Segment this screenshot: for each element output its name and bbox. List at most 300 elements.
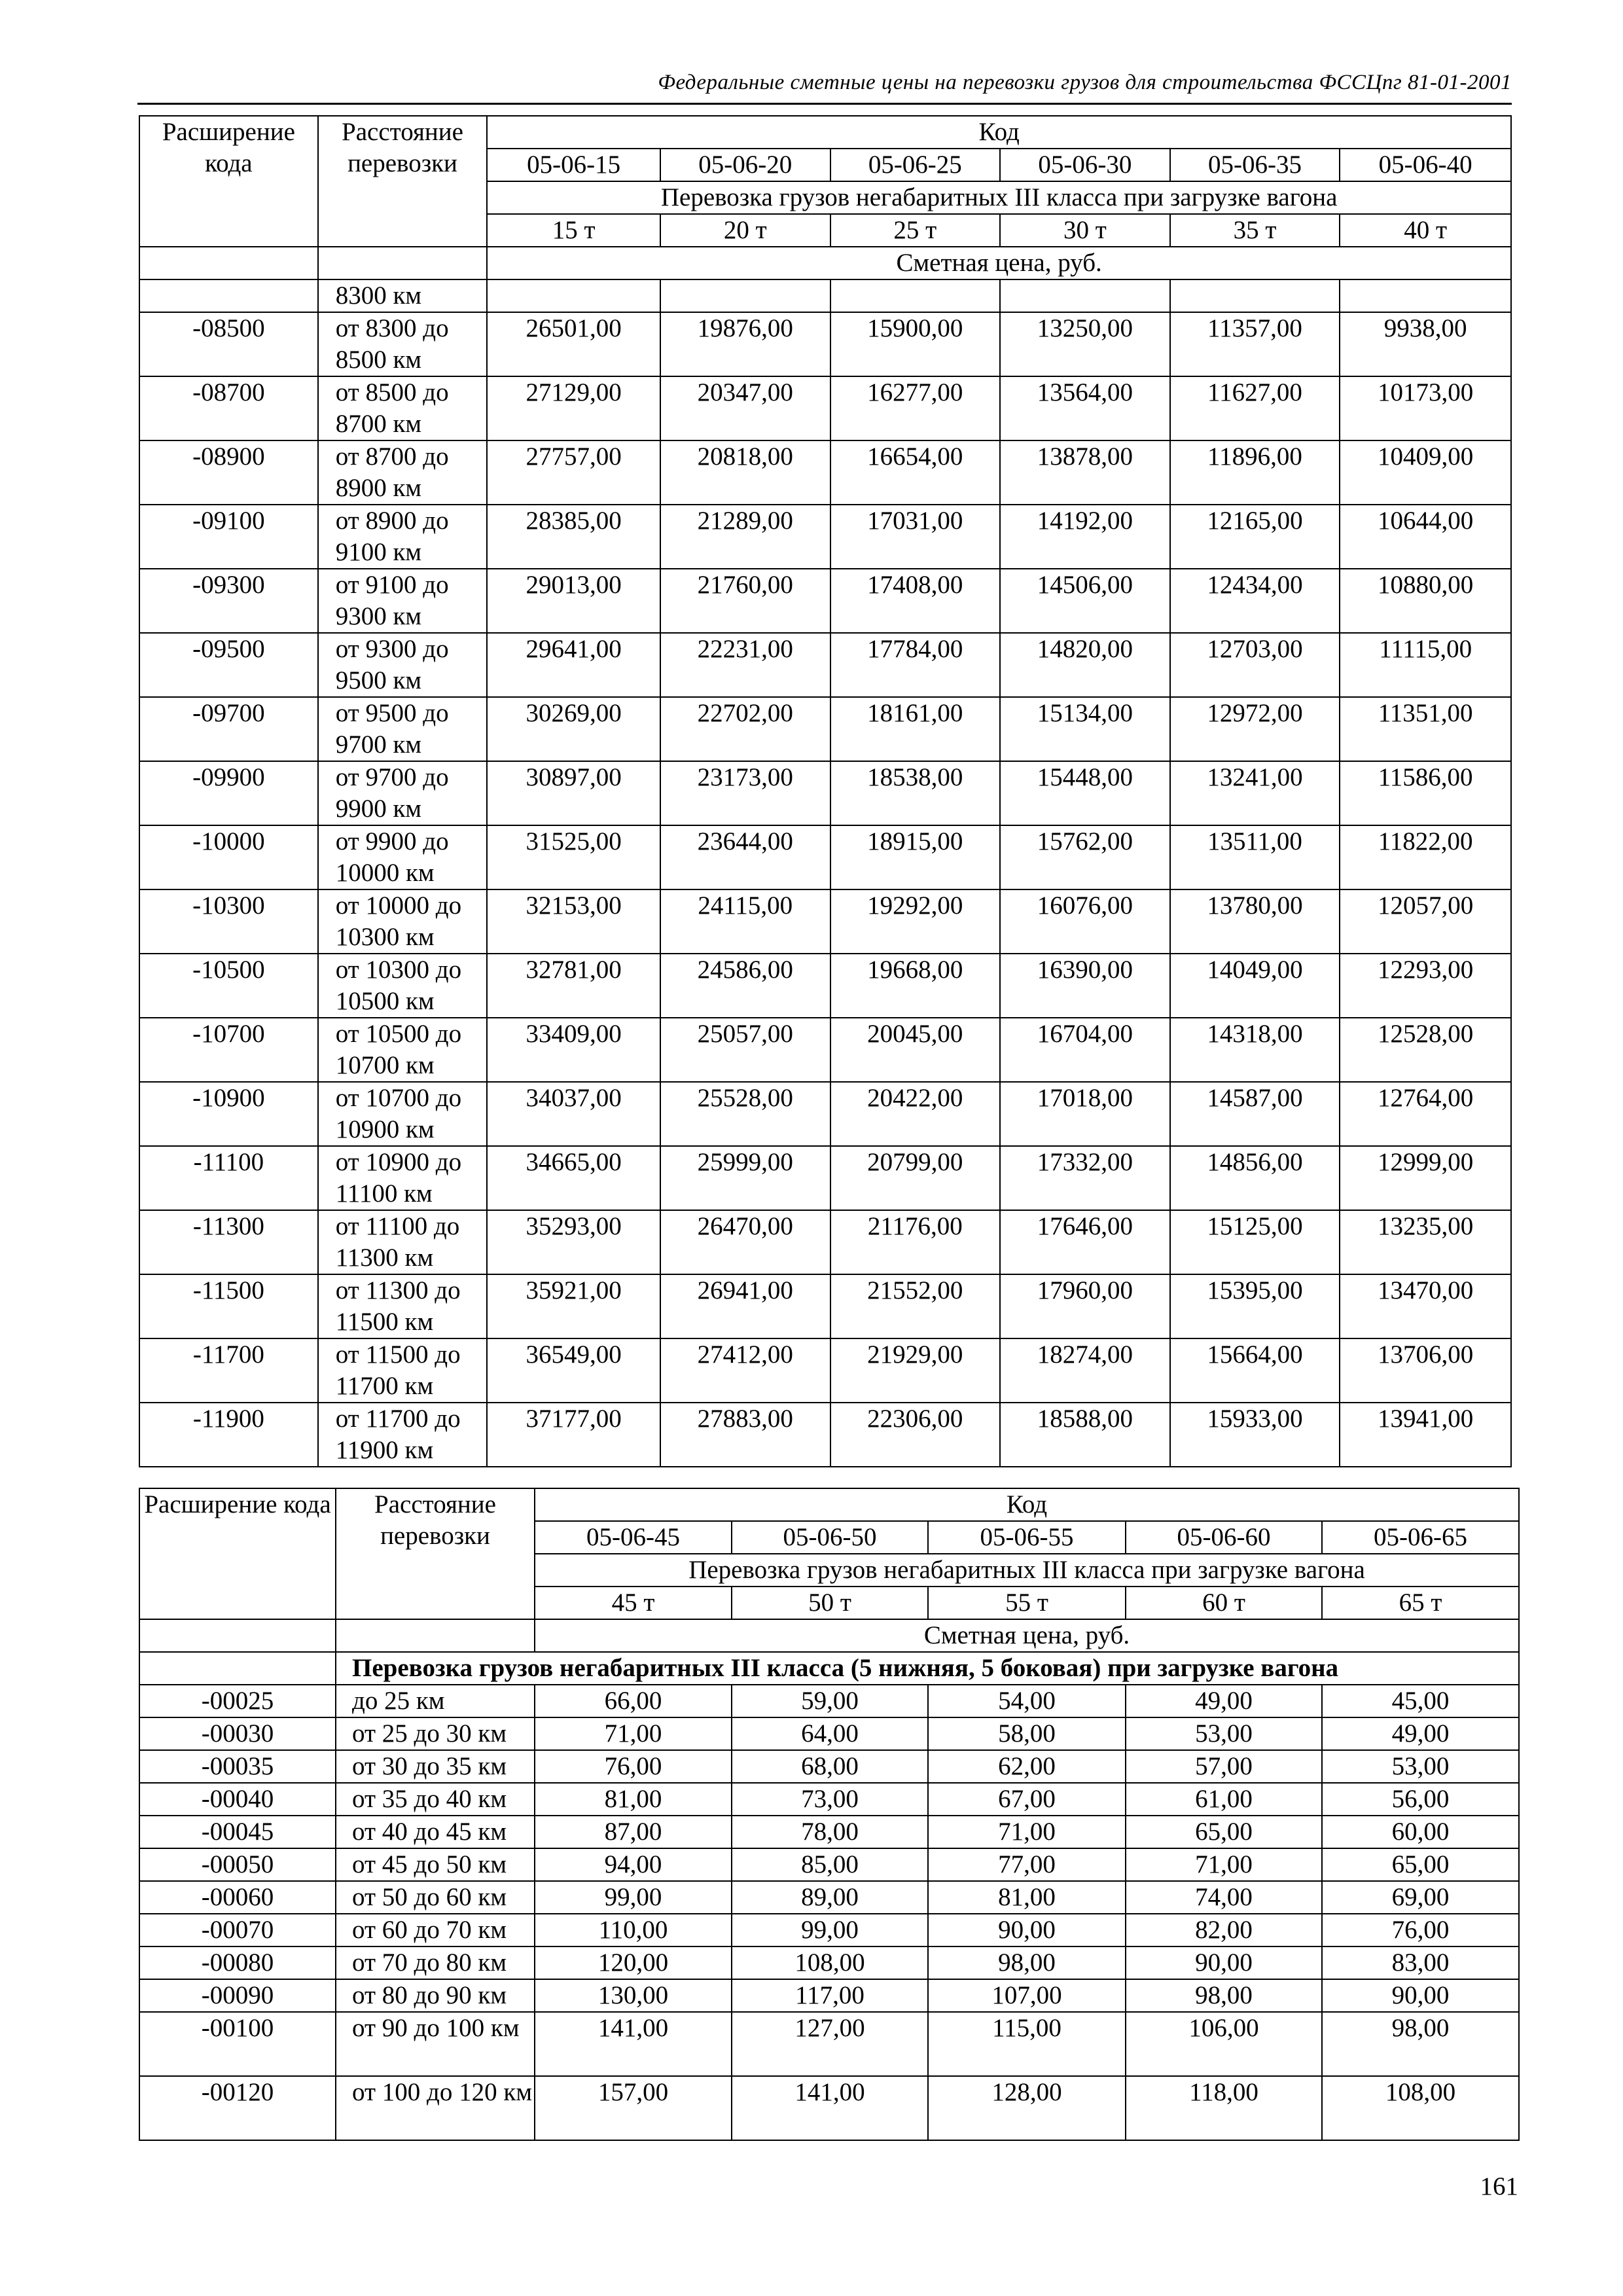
distance-cell: от 11300 до 11500 км [318,1274,488,1338]
price-cell: 69,00 [1322,1881,1519,1914]
price-cell: 10644,00 [1340,505,1511,569]
price-cell: 107,00 [928,1979,1126,2012]
price-cell: 10173,00 [1340,376,1511,440]
price-cell: 94,00 [535,1848,732,1881]
price-cell: 71,00 [1126,1848,1322,1881]
price-cell: 17332,00 [1000,1146,1170,1210]
extension-code-cell: -10900 [139,1082,318,1146]
header-description: Перевозка грузов негабаритных III класса при загрузке вагона [535,1554,1519,1587]
price-cell: 14856,00 [1170,1146,1340,1210]
header-blank [336,1619,535,1652]
price-cell: 13241,00 [1170,761,1340,825]
price-cell: 26470,00 [660,1210,830,1274]
extension-code-cell: -00030 [139,1717,336,1750]
price-cell: 29641,00 [487,633,660,697]
price-cell: 13235,00 [1340,1210,1511,1274]
price-cell: 13511,00 [1170,825,1340,889]
price-cell: 53,00 [1322,1750,1519,1783]
header-blank [139,247,318,279]
continuation-blank [660,279,830,312]
price-cell: 18161,00 [830,697,1001,761]
price-cell: 141,00 [535,2012,732,2076]
price-cell: 25057,00 [660,1018,830,1082]
header-tonnage: 60 т [1126,1587,1322,1619]
price-cell: 29013,00 [487,569,660,633]
header-distance: Расстояние перевозки [336,1488,535,1619]
price-cell: 21176,00 [830,1210,1001,1274]
distance-cell: от 8300 до 8500 км [318,312,488,376]
header-blank [318,247,488,279]
price-cell: 12703,00 [1170,633,1340,697]
distance-cell: от 100 до 120 км [336,2076,535,2140]
price-cell: 13470,00 [1340,1274,1511,1338]
extension-code-cell: -09900 [139,761,318,825]
distance-cell: от 8900 до 9100 км [318,505,488,569]
price-cell: 15134,00 [1000,697,1170,761]
distance-cell: от 9300 до 9500 км [318,633,488,697]
price-cell: 83,00 [1322,1946,1519,1979]
extension-code-cell: -10700 [139,1018,318,1082]
price-cell: 99,00 [535,1881,732,1914]
price-cell: 17408,00 [830,569,1001,633]
price-cell: 141,00 [732,2076,928,2140]
price-cell: 21552,00 [830,1274,1001,1338]
extension-code-cell: -10000 [139,825,318,889]
header-code-value: 05-06-50 [732,1521,928,1554]
price-cell: 12057,00 [1340,889,1511,954]
price-cell: 13941,00 [1340,1403,1511,1467]
price-cell: 73,00 [732,1783,928,1816]
price-cell: 13780,00 [1170,889,1340,954]
table-row [139,1717,1519,1750]
extension-code-cell: -00040 [139,1783,336,1816]
table-row [139,825,1511,889]
continuation-blank [1340,279,1511,312]
table-row [139,1338,1511,1403]
price-cell: 12434,00 [1170,569,1340,633]
price-cell: 120,00 [535,1946,732,1979]
price-cell: 37177,00 [487,1403,660,1467]
continuation-blank [487,279,660,312]
table-row [139,2012,1519,2076]
distance-cell: от 8500 до 8700 км [318,376,488,440]
running-header: Федеральные сметные цены на перевозки грузов для строительства ФССЦпг 81-01-2001 [658,71,1512,94]
price-cell: 30897,00 [487,761,660,825]
table-row [139,1783,1519,1816]
table-row [139,440,1511,505]
extension-code-cell: -09700 [139,697,318,761]
price-cell: 98,00 [1322,2012,1519,2076]
price-cell: 18915,00 [830,825,1001,889]
price-cell: 30269,00 [487,697,660,761]
price-cell: 27412,00 [660,1338,830,1403]
distance-cell: от 9100 до 9300 км [318,569,488,633]
price-cell: 16654,00 [830,440,1001,505]
extension-code-cell: -09300 [139,569,318,633]
price-cell: 27883,00 [660,1403,830,1467]
header-blank [139,1619,336,1652]
header-tonnage: 30 т [1000,214,1170,247]
continuation-blank [139,279,318,312]
price-cell: 27129,00 [487,376,660,440]
header-extension-code: Расширение кода [139,1488,336,1619]
table-row [139,312,1511,376]
price-cell: 17960,00 [1000,1274,1170,1338]
extension-code-cell: -09100 [139,505,318,569]
price-cell: 12165,00 [1170,505,1340,569]
price-cell: 18538,00 [830,761,1001,825]
table-row [139,761,1511,825]
distance-cell: от 60 до 70 км [336,1914,535,1946]
price-cell: 15448,00 [1000,761,1170,825]
header-tonnage: 40 т [1340,214,1511,247]
distance-cell: от 11500 до 11700 км [318,1338,488,1403]
continuation-distance: 8300 км [318,279,488,312]
header-code-value: 05-06-65 [1322,1521,1519,1554]
price-cell: 13564,00 [1000,376,1170,440]
header-code: Код [535,1488,1519,1521]
header-tonnage: 50 т [732,1587,928,1619]
header-code-value: 05-06-20 [660,149,830,181]
header-tonnage: 15 т [487,214,660,247]
price-cell: 19292,00 [830,889,1001,954]
header-tonnage: 45 т [535,1587,732,1619]
table-row [139,1146,1511,1210]
price-cell: 10880,00 [1340,569,1511,633]
price-cell: 78,00 [732,1816,928,1848]
price-cell: 61,00 [1126,1783,1322,1816]
price-cell: 21289,00 [660,505,830,569]
price-table-2 [139,1488,1520,2141]
price-cell: 12764,00 [1340,1082,1511,1146]
header-extension-code: Расширение кода [139,116,318,247]
price-cell: 15762,00 [1000,825,1170,889]
price-cell: 14820,00 [1000,633,1170,697]
extension-code-cell: -08500 [139,312,318,376]
price-cell: 58,00 [928,1717,1126,1750]
table-row [139,1685,1519,1717]
price-cell: 81,00 [928,1881,1126,1914]
price-cell: 49,00 [1126,1685,1322,1717]
distance-cell: до 25 км [336,1685,535,1717]
price-cell: 19668,00 [830,954,1001,1018]
page-number: 161 [1480,2172,1518,2200]
extension-code-cell: -11300 [139,1210,318,1274]
price-cell: 34037,00 [487,1082,660,1146]
header-code-value: 05-06-15 [487,149,660,181]
distance-cell: от 10300 до 10500 км [318,954,488,1018]
section-blank [139,1652,336,1685]
price-cell: 32781,00 [487,954,660,1018]
table-row [139,697,1511,761]
extension-code-cell: -00080 [139,1946,336,1979]
price-cell: 54,00 [928,1685,1126,1717]
price-cell: 14318,00 [1170,1018,1340,1082]
price-cell: 62,00 [928,1750,1126,1783]
extension-code-cell: -08700 [139,376,318,440]
price-cell: 36549,00 [487,1338,660,1403]
extension-code-cell: -00035 [139,1750,336,1783]
price-cell: 34665,00 [487,1146,660,1210]
price-cell: 31525,00 [487,825,660,889]
table-row [139,1274,1511,1338]
price-cell: 53,00 [1126,1717,1322,1750]
price-cell: 115,00 [928,2012,1126,2076]
continuation-blank [1000,279,1170,312]
price-cell: 20045,00 [830,1018,1001,1082]
price-cell: 16277,00 [830,376,1001,440]
extension-code-cell: -11500 [139,1274,318,1338]
price-cell: 11822,00 [1340,825,1511,889]
price-cell: 64,00 [732,1717,928,1750]
distance-cell: от 10900 до 11100 км [318,1146,488,1210]
price-cell: 74,00 [1126,1881,1322,1914]
price-cell: 15395,00 [1170,1274,1340,1338]
distance-cell: от 11100 до 11300 км [318,1210,488,1274]
price-cell: 26941,00 [660,1274,830,1338]
price-cell: 130,00 [535,1979,732,2012]
price-cell: 90,00 [928,1914,1126,1946]
distance-cell: от 8700 до 8900 км [318,440,488,505]
price-cell: 17031,00 [830,505,1001,569]
extension-code-cell: -00060 [139,1881,336,1914]
table-row [139,1979,1519,2012]
extension-code-cell: -10500 [139,954,318,1018]
price-cell: 24586,00 [660,954,830,1018]
price-cell: 82,00 [1126,1914,1322,1946]
distance-cell: от 50 до 60 км [336,1881,535,1914]
distance-cell: от 9700 до 9900 км [318,761,488,825]
price-cell: 16390,00 [1000,954,1170,1018]
header-tonnage: 55 т [928,1587,1126,1619]
table-row [139,1946,1519,1979]
price-cell: 20799,00 [830,1146,1001,1210]
distance-cell: от 10700 до 10900 км [318,1082,488,1146]
table-row [139,633,1511,697]
table-row [139,505,1511,569]
price-cell: 110,00 [535,1914,732,1946]
price-cell: 19876,00 [660,312,830,376]
header-price-unit: Сметная цена, руб. [535,1619,1519,1652]
table-row [139,376,1511,440]
price-cell: 45,00 [1322,1685,1519,1717]
price-cell: 71,00 [535,1717,732,1750]
distance-cell: от 90 до 100 км [336,2012,535,2076]
price-cell: 10409,00 [1340,440,1511,505]
table-row [139,1914,1519,1946]
price-cell: 32153,00 [487,889,660,954]
header-code-value: 05-06-25 [830,149,1001,181]
price-cell: 35293,00 [487,1210,660,1274]
table-row [139,1881,1519,1914]
price-cell: 11627,00 [1170,376,1340,440]
table-row [139,954,1511,1018]
extension-code-cell: -11700 [139,1338,318,1403]
extension-code-cell: -00045 [139,1816,336,1848]
extension-code-cell: -08900 [139,440,318,505]
header-code-value: 05-06-55 [928,1521,1126,1554]
price-cell: 89,00 [732,1881,928,1914]
header-code-value: 05-06-40 [1340,149,1511,181]
price-cell: 118,00 [1126,2076,1322,2140]
price-cell: 14587,00 [1170,1082,1340,1146]
header-tonnage: 65 т [1322,1587,1519,1619]
price-cell: 15664,00 [1170,1338,1340,1403]
price-cell: 127,00 [732,2012,928,2076]
price-table-1 [139,115,1512,1467]
price-cell: 22231,00 [660,633,830,697]
price-cell: 11896,00 [1170,440,1340,505]
price-cell: 18274,00 [1000,1338,1170,1403]
price-cell: 14192,00 [1000,505,1170,569]
price-cell: 76,00 [1322,1914,1519,1946]
price-cell: 15125,00 [1170,1210,1340,1274]
header-code-value: 05-06-60 [1126,1521,1322,1554]
extension-code-cell: -11900 [139,1403,318,1467]
price-cell: 12972,00 [1170,697,1340,761]
distance-cell: от 80 до 90 км [336,1979,535,2012]
price-cell: 71,00 [928,1816,1126,1848]
price-cell: 22306,00 [830,1403,1001,1467]
price-cell: 68,00 [732,1750,928,1783]
header-distance: Расстояние перевозки [318,116,488,247]
price-cell: 18588,00 [1000,1403,1170,1467]
price-cell: 26501,00 [487,312,660,376]
table-row [139,1848,1519,1881]
price-cell: 65,00 [1322,1848,1519,1881]
extension-code-cell: -00100 [139,2012,336,2076]
table-row [139,569,1511,633]
distance-cell: от 70 до 80 км [336,1946,535,1979]
extension-code-cell: -00025 [139,1685,336,1717]
price-cell: 90,00 [1322,1979,1519,2012]
price-cell: 56,00 [1322,1783,1519,1816]
price-cell: 57,00 [1126,1750,1322,1783]
price-cell: 117,00 [732,1979,928,2012]
price-cell: 14049,00 [1170,954,1340,1018]
extension-code-cell: -00050 [139,1848,336,1881]
price-cell: 9938,00 [1340,312,1511,376]
price-cell: 15900,00 [830,312,1001,376]
price-cell: 98,00 [928,1946,1126,1979]
price-cell: 23644,00 [660,825,830,889]
price-cell: 20347,00 [660,376,830,440]
price-cell: 77,00 [928,1848,1126,1881]
header-rule [137,103,1512,105]
price-cell: 12999,00 [1340,1146,1511,1210]
price-cell: 106,00 [1126,2012,1322,2076]
price-cell: 15933,00 [1170,1403,1340,1467]
header-code-value: 05-06-45 [535,1521,732,1554]
header-tonnage: 35 т [1170,214,1340,247]
table-row [139,1750,1519,1783]
table-row [139,1403,1511,1467]
extension-code-cell: -00120 [139,2076,336,2140]
distance-cell: от 10500 до 10700 км [318,1018,488,1082]
price-cell: 108,00 [732,1946,928,1979]
price-cell: 35921,00 [487,1274,660,1338]
price-cell: 98,00 [1126,1979,1322,2012]
price-cell: 13250,00 [1000,312,1170,376]
price-cell: 22702,00 [660,697,830,761]
price-cell: 14506,00 [1000,569,1170,633]
price-cell: 20818,00 [660,440,830,505]
price-cell: 25999,00 [660,1146,830,1210]
header-tonnage: 25 т [830,214,1001,247]
table-row [139,2076,1519,2140]
distance-cell: от 9900 до 10000 км [318,825,488,889]
table-row [139,1210,1511,1274]
price-cell: 66,00 [535,1685,732,1717]
price-cell: 24115,00 [660,889,830,954]
extension-code-cell: -11100 [139,1146,318,1210]
distance-cell: от 25 до 30 км [336,1717,535,1750]
price-cell: 49,00 [1322,1717,1519,1750]
price-cell: 90,00 [1126,1946,1322,1979]
price-cell: 16076,00 [1000,889,1170,954]
header-description: Перевозка грузов негабаритных III класса при загрузке вагона [487,181,1511,214]
section-heading: Перевозка грузов негабаритных III класса (5 нижняя, 5 боковая) при загрузке вагона [336,1652,1519,1685]
price-cell: 17646,00 [1000,1210,1170,1274]
price-cell: 27757,00 [487,440,660,505]
distance-cell: от 11700 до 11900 км [318,1403,488,1467]
distance-cell: от 30 до 35 км [336,1750,535,1783]
table-row [139,1816,1519,1848]
price-cell: 16704,00 [1000,1018,1170,1082]
price-cell: 25528,00 [660,1082,830,1146]
distance-cell: от 10000 до 10300 км [318,889,488,954]
price-cell: 59,00 [732,1685,928,1717]
distance-cell: от 40 до 45 км [336,1816,535,1848]
price-cell: 13706,00 [1340,1338,1511,1403]
price-cell: 87,00 [535,1816,732,1848]
price-cell: 12293,00 [1340,954,1511,1018]
continuation-blank [1170,279,1340,312]
table-row [139,1018,1511,1082]
price-cell: 17018,00 [1000,1082,1170,1146]
price-cell: 11357,00 [1170,312,1340,376]
price-cell: 13878,00 [1000,440,1170,505]
price-cell: 11351,00 [1340,697,1511,761]
price-cell: 99,00 [732,1914,928,1946]
price-cell: 81,00 [535,1783,732,1816]
extension-code-cell: -00090 [139,1979,336,2012]
price-cell: 108,00 [1322,2076,1519,2140]
header-price-unit: Сметная цена, руб. [487,247,1511,279]
header-code-value: 05-06-30 [1000,149,1170,181]
price-cell: 12528,00 [1340,1018,1511,1082]
extension-code-cell: -09500 [139,633,318,697]
price-cell: 65,00 [1126,1816,1322,1848]
price-cell: 67,00 [928,1783,1126,1816]
price-cell: 33409,00 [487,1018,660,1082]
price-cell: 28385,00 [487,505,660,569]
price-cell: 17784,00 [830,633,1001,697]
distance-cell: от 9500 до 9700 км [318,697,488,761]
price-cell: 23173,00 [660,761,830,825]
header-code: Код [487,116,1511,149]
extension-code-cell: -10300 [139,889,318,954]
price-cell: 76,00 [535,1750,732,1783]
header-code-value: 05-06-35 [1170,149,1340,181]
price-cell: 85,00 [732,1848,928,1881]
price-cell: 128,00 [928,2076,1126,2140]
distance-cell: от 35 до 40 км [336,1783,535,1816]
header-tonnage: 20 т [660,214,830,247]
price-cell: 21760,00 [660,569,830,633]
distance-cell: от 45 до 50 км [336,1848,535,1881]
price-cell: 21929,00 [830,1338,1001,1403]
